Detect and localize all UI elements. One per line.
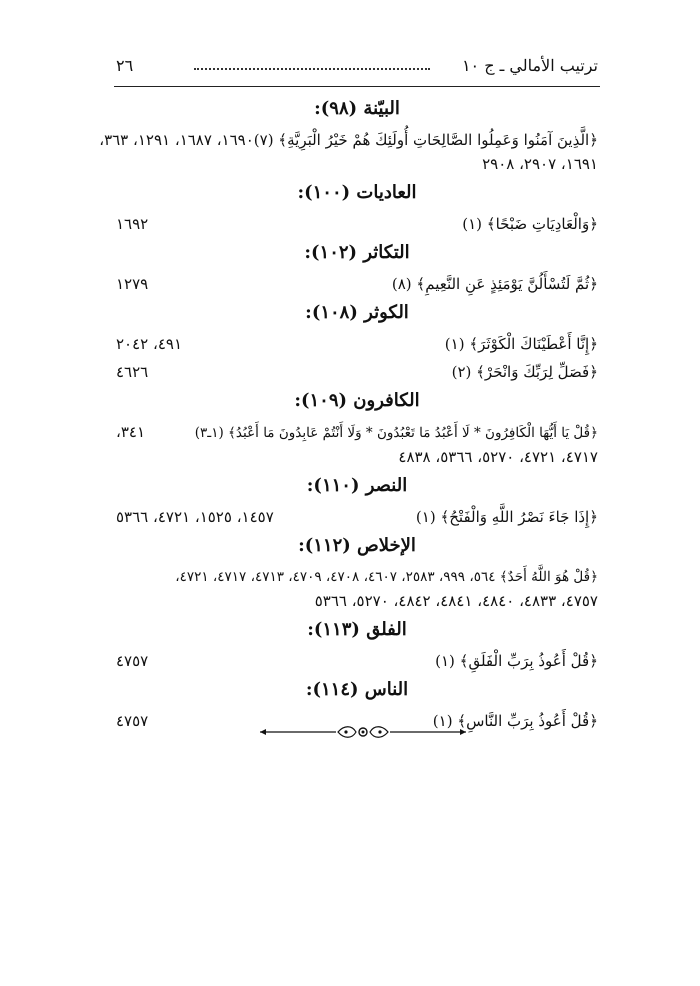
index-entry [116, 360, 598, 384]
reference-numbers: ٣٤١، [116, 423, 146, 441]
index-entry [116, 649, 598, 673]
verse-text: ﴿قُلْ هُوَ اللَّهُ أَحَدٌ﴾ ٥٦٤، ٩٩٩، ٢٥٨٣، ٤٦٠٧، ٤٧٠٨، ٤٧٠٩، ٤٧١٣، ٤٧١٧، ٤٧٢١، [175, 569, 598, 585]
section-title: الناس (١١٤): [305, 679, 409, 700]
reference-numbers: ١٦٩٢ [116, 215, 149, 233]
verse-text: ﴿إِذَا جَاءَ نَصْرُ اللَّهِ وَالْفَتْحُ﴾ (١) [415, 508, 598, 526]
index-entry [116, 332, 598, 356]
reference-numbers: ٤٧٥٧ [116, 652, 149, 670]
reference-numbers: ١٤٥٧، ١٥٢٥، ٤٧٢١، ٥٣٦٦ [116, 508, 274, 526]
verse-text: ﴿الَّذِينَ آمَنُوا وَعَمِلُوا الصَّالِحَاتِ أُولَئِكَ هُمْ خَيْرُ الْبَرِيَّةِ﴾ (٧) [253, 131, 598, 149]
verse-text: ﴿ثُمَّ لَتُسْأَلُنَّ يَوْمَئِذٍ عَنِ النَّعِيمِ﴾ (٨) [391, 275, 598, 293]
index-entry [116, 212, 598, 236]
section-title: البيّنة (٩٨): [314, 98, 400, 119]
verse-text: ﴿وَالْعَادِيَاتِ ضَبْحًا﴾ (١) [462, 215, 598, 233]
page-number: ٢٦ [116, 56, 134, 75]
verse-text: ﴿إِنَّا أَعْطَيْنَاكَ الْكَوْثَرَ﴾ (١) [444, 335, 598, 353]
index-entry [99, 128, 598, 176]
reference-numbers: ١٦٩٠، ١٦٨٧، ١٢٩١، ٣٦٣، [99, 131, 254, 149]
running-title: ترتيب الأمالي ـ ج ١٠ [461, 56, 598, 75]
reference-numbers: ١٢٧٩ [116, 275, 149, 293]
section-title: التكاثر (١٠٢): [304, 242, 410, 263]
section-title: العاديات (١٠٠): [297, 182, 417, 203]
header-leader-dots [194, 68, 430, 70]
index-entry [116, 505, 598, 529]
verse-text: ﴿قُلْ أَعُوذُ بِرَبِّ النَّاسِ﴾ (١) [432, 712, 598, 730]
reference-continuation: ١٦٩١، ٢٩٠٧، ٢٩٠٨ [482, 155, 598, 173]
verse-text: ﴿فَصَلِّ لِرَبِّكَ وَانْحَرْ﴾ (٢) [451, 363, 598, 381]
verse-text: ﴿قُلْ يَا أَيُّهَا الْكَافِرُونَ * لَا أَعْبُدُ مَا تَعْبُدُونَ * وَلَا أَنْتُمْ عَابِدُونَ مَا أَعْبُدُ﴾ (١ـ٣) [194, 425, 598, 441]
verse-text: ﴿قُلْ أَعُوذُ بِرَبِّ الْفَلَقِ﴾ (١) [435, 652, 598, 670]
header-rule [114, 86, 600, 87]
reference-numbers: ٤٧٥٧ [116, 712, 149, 730]
index-content [99, 96, 598, 737]
index-entry [116, 272, 598, 296]
section-title: النصر (١١٠): [306, 475, 408, 496]
reference-numbers: ٤٦٢٦ [116, 363, 149, 381]
section-title: الكوثر (١٠٨): [305, 302, 409, 323]
section-title: الفلق (١١٣): [307, 619, 407, 640]
page-header [116, 56, 598, 82]
index-entry [116, 565, 598, 613]
section-title: الإخلاص (١١٢): [298, 535, 416, 556]
index-entry [116, 420, 598, 469]
reference-continuation: ٤٧١٧، ٤٧٢١، ٥٢٧٠، ٥٣٦٦، ٤٨٣٨ [398, 448, 598, 466]
reference-continuation: ٤٧٥٧، ٤٨٣٣، ٤٨٤٠، ٤٨٤١، ٤٨٤٢، ٥٢٧٠، ٥٣٦٦ [314, 592, 598, 610]
end-ornament-icon [258, 724, 468, 740]
reference-numbers: ٤٩١، ٢٠٤٢ [116, 335, 183, 353]
section-title: الكافرون (١٠٩): [294, 390, 420, 411]
